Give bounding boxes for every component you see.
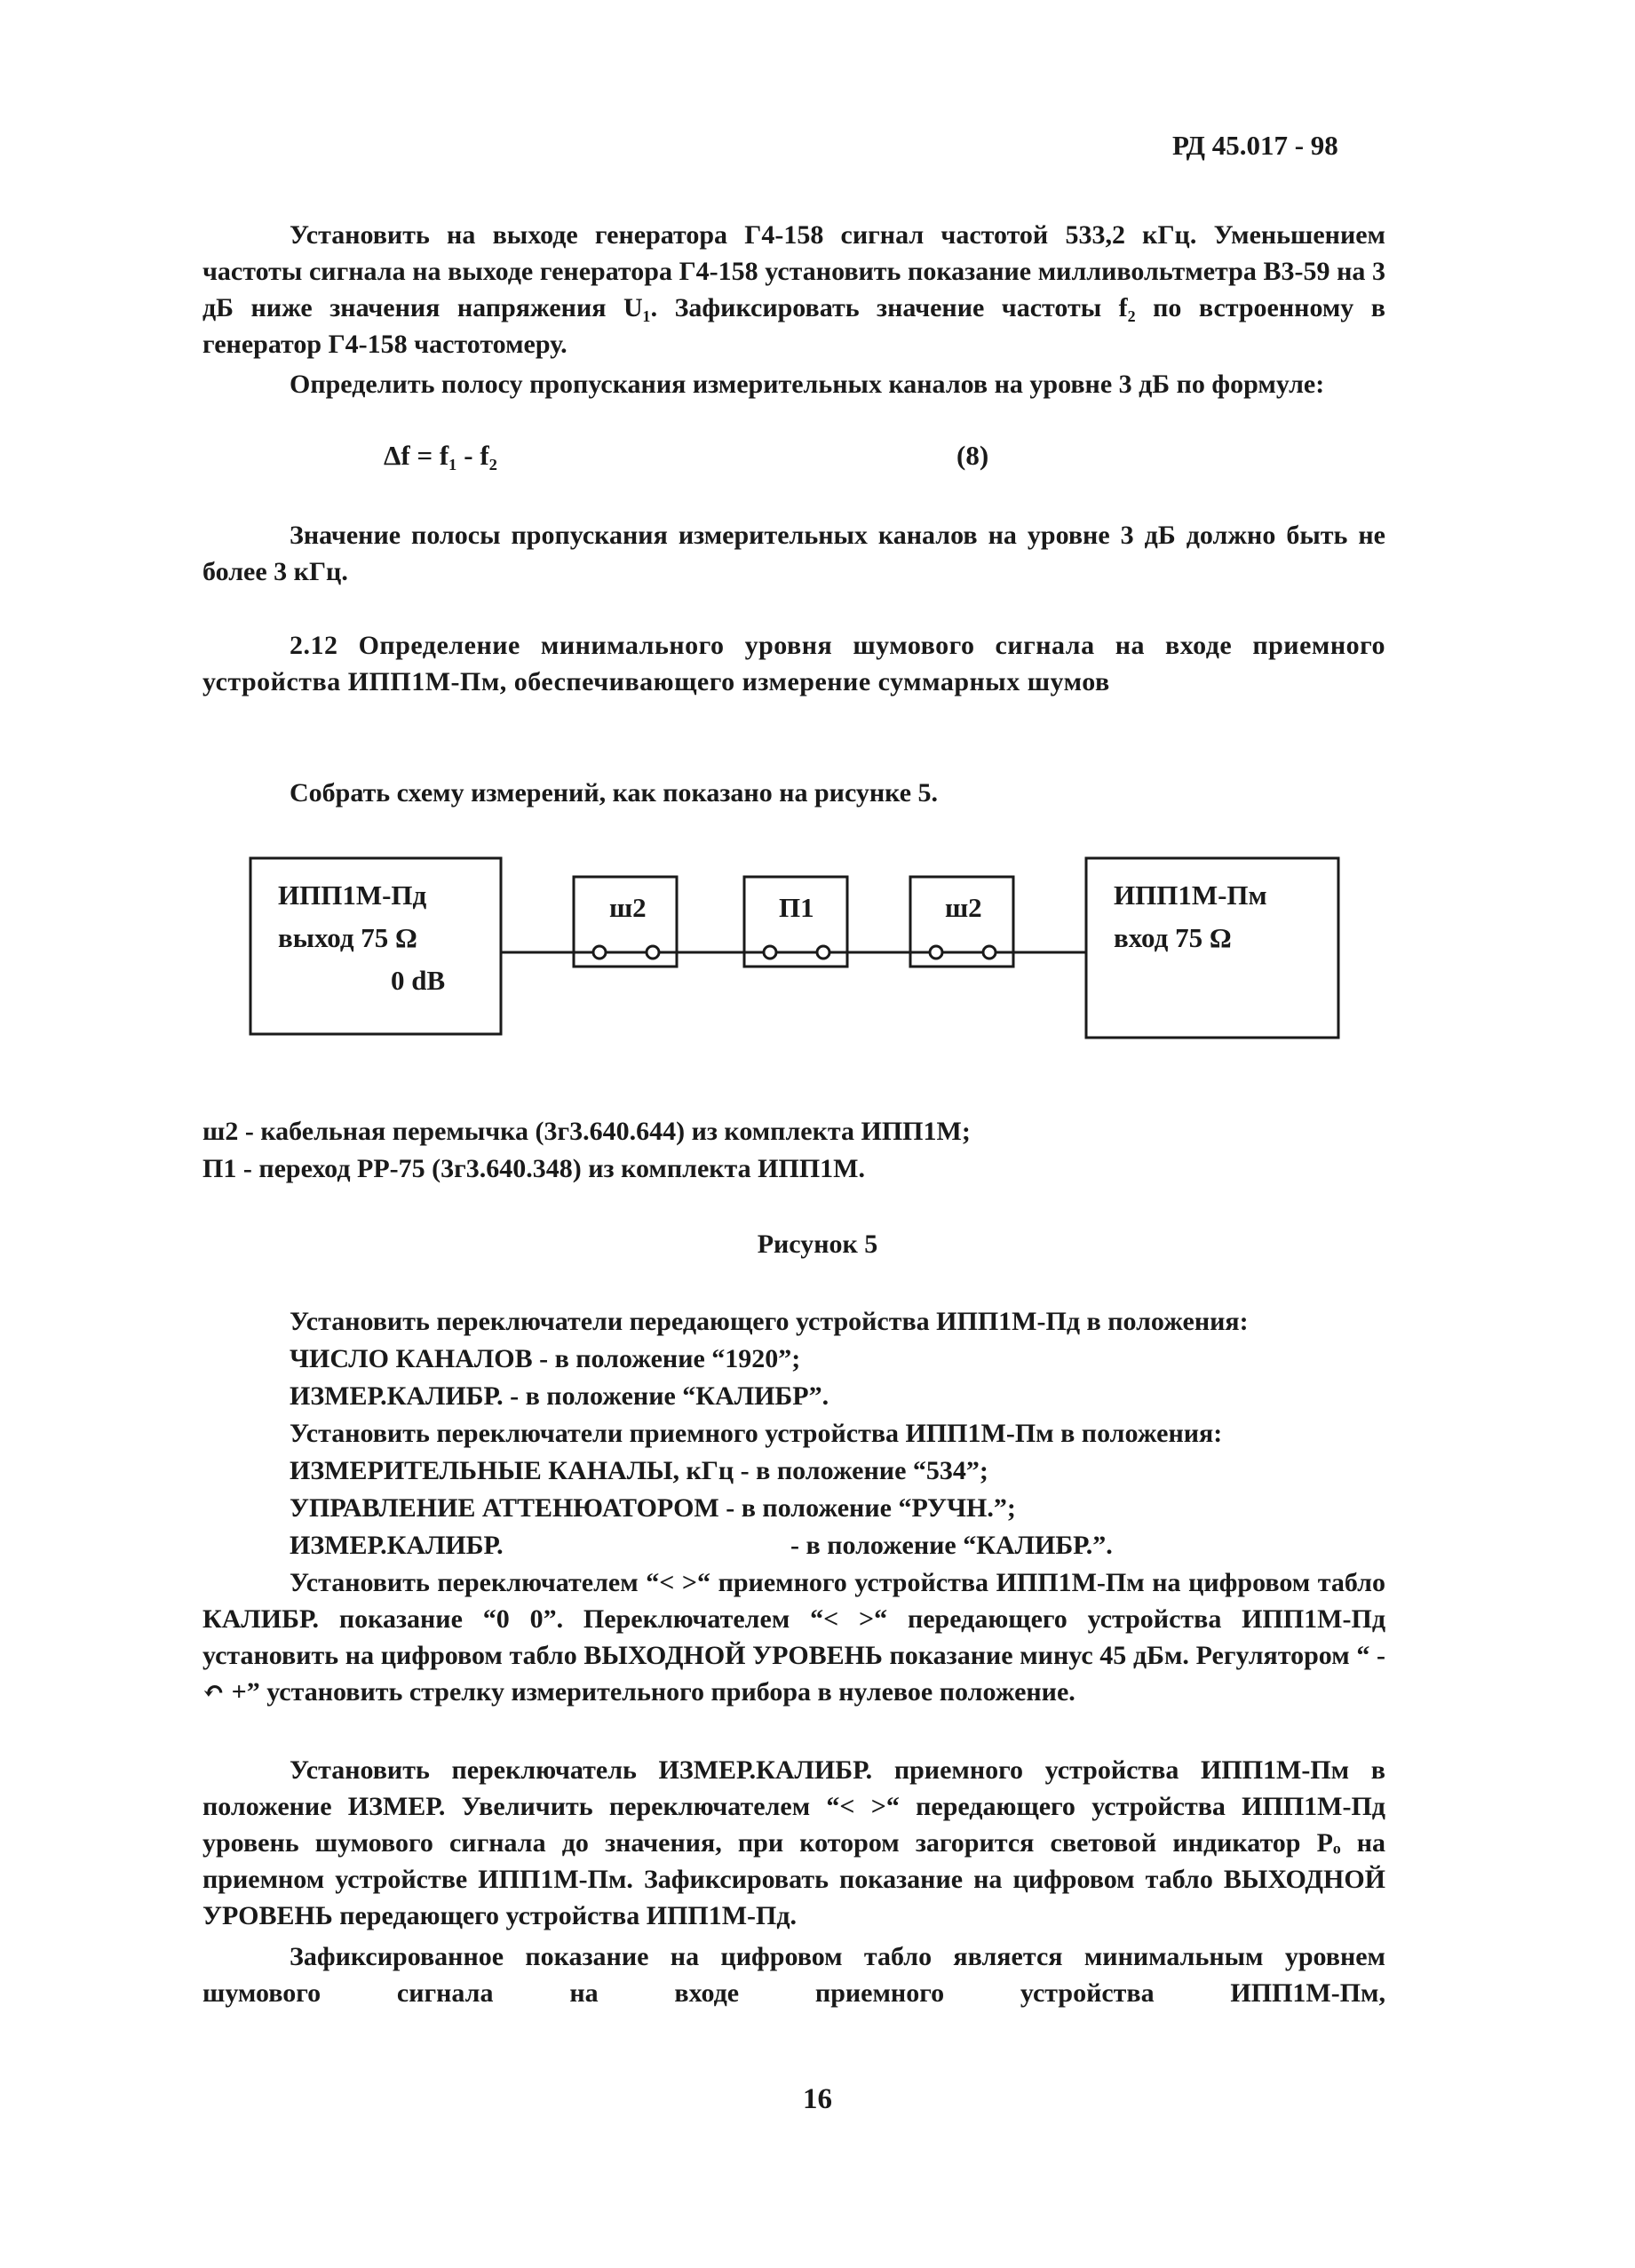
formula: Δf = f₁ - f₂ [384,440,497,471]
paragraph-bandwidth-definition: Определить полосу пропускания измерительных каналов на уровне 3 дБ по формуле: [290,370,1325,399]
instruction-line-3: ИЗМЕР.КАЛИБР. - в положение “КАЛИБР”. [290,1381,829,1411]
source-device-level: 0 dB [391,965,446,996]
block-label-sh2-2: ш2 [945,892,982,923]
paragraph-generator-setup: Установить на выходе генератора Г4-158 сигнал частотой 533,2 кГц. Уменьшением частоты сигнала на выходе генератора Г4-158 установить показание милливольтметра В3-59 на 3 дБ ниже значения напряжения U₁. Зафиксировать значение частоты f₂ по встроенному в генератор Г4-158 частотомеру. [202,220,1385,359]
instruction-line-1: Установить переключатели передающего устройства ИПП1М-Пд в положения: [290,1307,1249,1336]
block-label-p1: П1 [779,892,814,923]
legend-item-sh2: ш2 - кабельная перемычка (3г3.640.644) из комплекта ИПП1М; [202,1117,971,1146]
instruction-line-7-value: - в положение “КАЛИБР.”. [790,1531,1113,1560]
block-label-sh2-1: ш2 [609,892,647,923]
receiver-device-name: ИПП1М-Пм [1114,879,1267,911]
paragraph-calibration: Установить переключателем “< >“ приемного устройства ИПП1М-Пм на цифровом табло КАЛИБР. показание “0 0”. Переключателем “< >“ передающего устройства ИПП1М-Пд установить на цифровом табло ВЫХОДНОЙ УРОВЕНЬ показание минус 45 дБм. Регулятором “ - ↶ +” установить стрелку измерительного прибора в нулевое положение. [202,1568,1385,1707]
instruction-line-5: ИЗМЕРИТЕЛЬНЫЕ КАНАЛЫ, кГц - в положение “534”; [290,1456,988,1485]
legend-item-p1: П1 - переход РР-75 (3г3.640.348) из комплекта ИПП1М. [202,1154,865,1183]
source-device-output: выход 75 Ω [278,922,417,953]
paragraph-conclusion: Зафиксированное показание на цифровом табло является минимальным уровнем шумового сигнала на входе приемного устройства ИПП1М-Пм, [202,1942,1385,2008]
instruction-line-7-label: ИЗМЕР.КАЛИБР. [290,1531,504,1560]
receiver-device-input: вход 75 Ω [1114,922,1232,953]
paragraph-bandwidth-requirement: Значение полосы пропускания измерительных каналов на уровне 3 дБ должно быть не более 3 кГц. [202,521,1385,586]
assemble-scheme-text: Собрать схему измерений, как показано на рисунке 5. [290,778,939,808]
instruction-line-2: ЧИСЛО КАНАЛОВ - в положение “1920”; [290,1344,801,1373]
formula-number: (8) [956,440,989,471]
page-number: 16 [803,2083,832,2115]
figure-caption: Рисунок 5 [757,1229,878,1259]
document-code: РД 45.017 - 98 [1172,130,1338,161]
instruction-line-4: Установить переключатели приемного устройства ИПП1М-Пм в положения: [290,1419,1223,1448]
section-heading: 2.12 Определение минимального уровня шумового сигнала на входе приемного устройства ИПП1М-Пм, обеспечивающего измерение суммарных шумов [202,631,1385,696]
paragraph-measurement: Установить переключатель ИЗМЕР.КАЛИБР. приемного устройства ИПП1М-Пм в положение ИЗМЕР. Увеличить переключателем “< >“ передающего устройства ИПП1М-Пд уровень шумового сигнала до значения, при котором загорится световой индикатор Pₒ на приемном устройстве ИПП1М-Пм. Зафиксировать показание на цифровом табло ВЫХОДНОЙ УРОВЕНЬ передающего устройства ИПП1М-Пд. [202,1755,1385,1930]
instruction-line-6: УПРАВЛЕНИЕ АТТЕНЮАТОРОМ - в положение “РУЧН.”; [290,1493,1016,1523]
source-device-name: ИПП1М-Пд [278,879,427,911]
